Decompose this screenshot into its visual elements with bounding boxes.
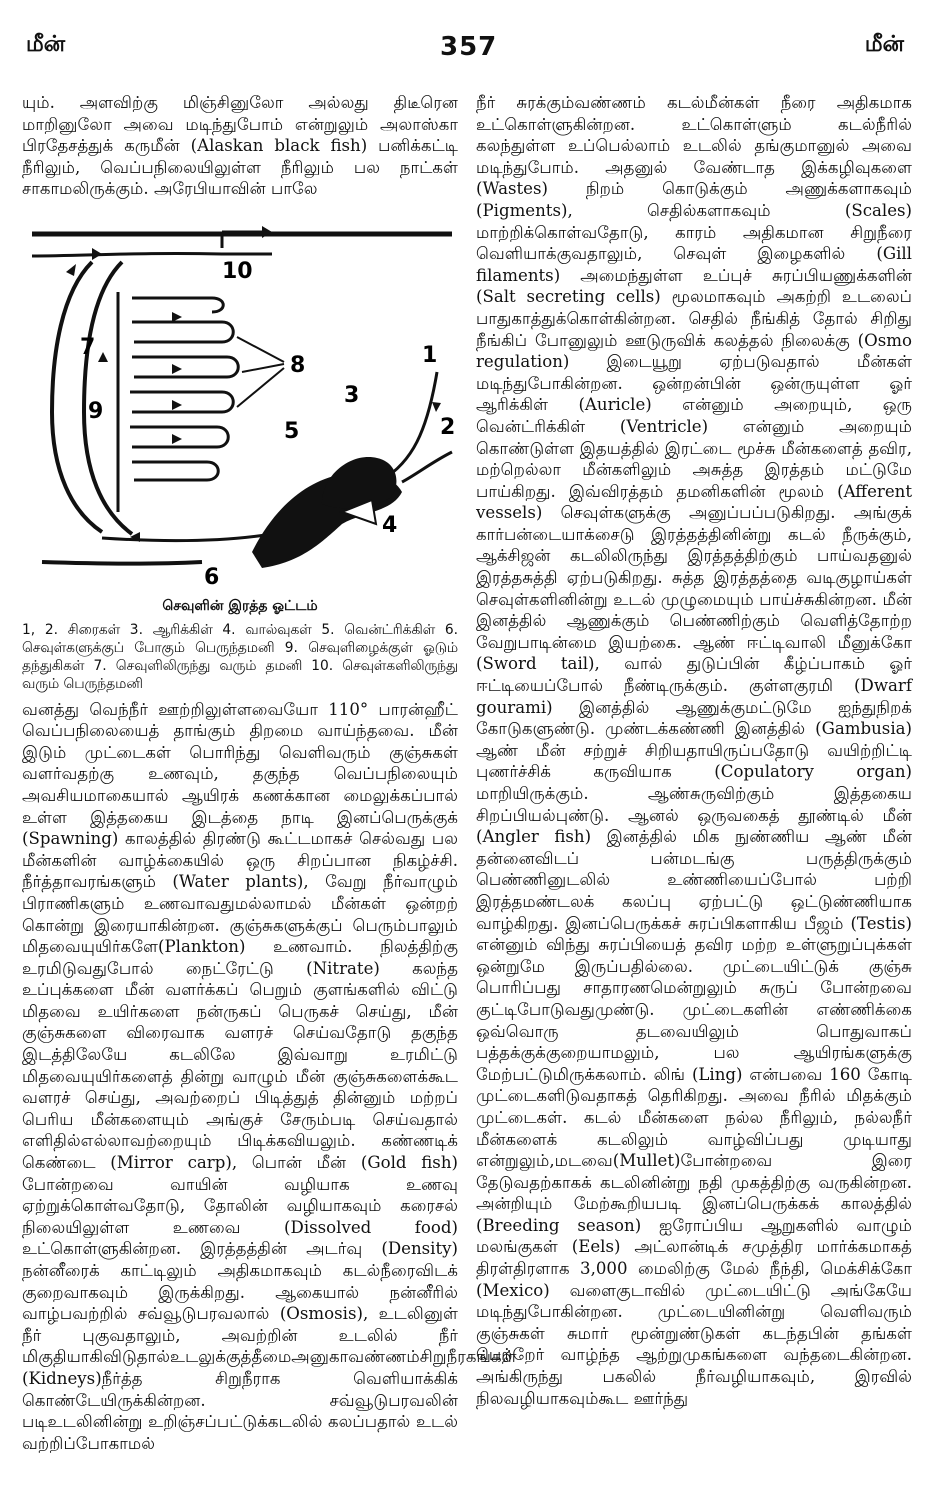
label-3: 3 bbox=[344, 382, 360, 408]
arrow-head bbox=[66, 264, 76, 276]
left-paragraph-bottom: வனத்து வெந்நீர் ஊற்றிலுள்ளவையோ 110° பாரன்ஹீட் வெப்பநிலையைத் தாங்கும் திறமை வாய்ந்தவை. மீன் இடும் முட்டைகள் பொரிந்து வெளிவரும் குஞ்சுகள் வளர்வதற்கு உணவும், தகுந்த வெப்பநிலையும் அவசியமாகையால் ஆயிரக் கணக்கான மைலுக்கப்பால் உள்ள இத்தகைய இடத்தை நாடி இனப்பெருக்குக் (Spawning) காலத்தில் திரண்டு கூட்டமாகச் செல்வது பல மீன்களின் வாழ்க்கையில் ஒரு சிறப்பான நிகழ்ச்சி. நீர்த்தாவரங்களும் (Water plants), வேறு நீர்வாழும் பிராணிகளும் உணவாவதுமல்லாமல் மீன்கள் ஒன்றற் கொன்று இரையாகின்றன. குஞ்சுகளுக்குப் பெரும்பாலும் மிதவையுயிர்களே(Plankton) உணவாம். நிலத்திற்கு உரமிடுவதுபோல் நைட்ரேட்டு (Nitrate) கலந்த உப்புக்களை மீன் வளர்க்கப் பெறும் குளங்களில் விட்டு மிதவை உயிர்களை நன்ருகப் பெருகச் செய்து, மீன் குஞ்சுகளை விரைவாக வளரச் செய்வதோடு தகுந்த இடத்திலேயே கடலிலே இவ்வாறு உரமிட்டு மிதவையுயிர்களைத் தின்று வாழும் மீன் குஞ்சுகளைக்கூட வளரச் செய்து, அவற்றைப் பிடித்துத் தின்னும் மற்றப் பெரிய மீன்களையும் அங்குச் சேரும்படி செய்வதால் எளிதில்எல்லாவற்றையும் பிடிக்கவியலும். கண்ணடிக் கெண்டை (Mirror carp), பொன் மீன் (Gold fish) போன்றவை வாயின் வழியாக உணவு ஏற்றுக்கொள்வதோடு, தோலின் வழியாகவும் கரைசல் நிலையிலுள்ள உணவை (Dissolved food) உட்கொள்ளுகின்றன. இரத்தத்தின் அடர்வு (Density) நன்னீரைக் காட்டிலும் அதிகமாகவும் கடல்நீரைவிடக் குறைவாகவும் இருக்கிறது. ஆகையால் நன்னீரில் வாழ்பவற்றில் சவ்வூடுபரவலால் (Osmosis), உடலினுள் நீர் புகுவதாலும், அவற்றின் உடலில் நீர் மிகுதியாகிவிடுதால்உடலுக்குத்தீமைஅனுகாவண்ணம்சிறுநீரகங்கள் (Kidneys)நீர்த்த சிறுநீராக வெளியாக்கிக் கொண்டேயிருக்கின்றன. சவ்வூடுபரவலின் படிஉடலினின்று உறிஞ்சப்பட்டுக்கடலில் கலப்பதால் உடல் வற்றிப்போகாமல் bbox=[22, 699, 517, 1453]
label-9: 9 bbox=[88, 398, 104, 424]
label-8: 8 bbox=[290, 352, 306, 378]
running-header-left: மீன் bbox=[26, 32, 66, 57]
afferent-artery bbox=[102, 534, 272, 541]
gill-circulation-figure bbox=[22, 212, 458, 594]
label-5: 5 bbox=[284, 418, 300, 444]
ventral-aorta-line bbox=[42, 562, 202, 564]
arrow-head bbox=[172, 434, 182, 444]
gill-arch-inner bbox=[84, 262, 132, 534]
page-number: 357 bbox=[440, 32, 498, 62]
left-paragraph-top: யும். அளவிற்கு மிஞ்சினுலோ அல்லது திடீரென மாறினுலோ அவை மடிந்துபோம் என்றுலும் அலாஸ்கா பிரதேசத்துக் கருமீன் (Alaskan black fish) பனிக்கட்டி நீரிலும், வெப்பநிலையிலுள்ள நீரிலும் பல நாட்கள் சாகாமலிருக்கும். அரேபியாவின் பாலே bbox=[22, 93, 458, 199]
gill-filament-5 bbox=[132, 462, 218, 480]
arrow-head bbox=[432, 402, 441, 412]
left-column bbox=[22, 92, 517, 1454]
gill-filament-0 bbox=[132, 298, 223, 312]
gill-filament-3 bbox=[130, 392, 233, 412]
arrow-head bbox=[98, 352, 108, 362]
figure-legend: 1, 2. சிரைகள் 3. ஆரிக்கிள் 4. வால்வுகள் 5. வென்ட்ரிக்கிள் 6. செவுள்களுக்குப் போகும் பெருந்தமனி 9. செவுளிழைக்குள் ஓடும் தந்துகிகள் 7. செவுளிலிருந்து வரும் தமனி 10. செவுள்களிலிருந்து வரும் பெருந்தமனி bbox=[22, 621, 458, 692]
label-10: 10 bbox=[222, 258, 253, 284]
pointer-8 bbox=[237, 337, 284, 407]
efferent-artery bbox=[32, 253, 272, 256]
label-2: 2 bbox=[440, 414, 456, 440]
gill-arch-outer bbox=[52, 262, 102, 532]
gill-circulation-diagram bbox=[22, 212, 458, 594]
arrow-head bbox=[172, 400, 182, 410]
label-1: 1 bbox=[422, 342, 438, 368]
right-column bbox=[476, 92, 912, 1409]
label-6: 6 bbox=[204, 564, 220, 590]
arrow-head bbox=[172, 364, 182, 374]
gill-filament-2 bbox=[132, 357, 238, 377]
label-4: 4 bbox=[382, 512, 398, 538]
gill-filament-1 bbox=[132, 322, 233, 342]
figure-title: செவுளின் இரத்த ஓட்டம் bbox=[162, 597, 318, 614]
right-paragraph: நீர் சுரக்கும்வண்ணம் கடல்மீன்கள் நீரை அதிகமாக உட்கொள்ளுகின்றன. உட்கொள்ளும் கடல்நீரில் கலந்துள்ள உப்பெல்லாம் உடலில் தங்குமானுல் அவை மடிந்துபோம். அதனுல் வேண்டாத இக்கழிவுகளை (Wastes) நிறம் கொடுக்கும் அணுக்களாகவும் (Pigments), செதில்களாகவும் (Scales) மாற்றிக்கொள்வதோடு, காரம் அதிகமான சிறுநீரை வெளியாக்குவதாலும், செவுள் இழைகளில் (Gill filaments) அமைந்துள்ள உப்புச் சுரப்பியணுக்களின் (Salt secreting cells) மூலமாகவும் அகற்றி உடலைப் பாதுகாத்துக்கொள்கின்றன. செதில் நீங்கித் தோல் சிறிது நீங்கிப் போனுலும் ஊடுருவிக் கலத்தல் நிலைக்கு (Osmo regulation) இடையூறு ஏற்படுவதால் மீன்கள் மடிந்துபோகின்றன. ஒன்றன்பின் ஒன்ருயுள்ள ஓர் ஆரிக்கிள் (Auricle) என்னும் அறையும், ஒரு வென்ட்ரிக்கிள் (Ventricle) என்னும் அறையும் கொண்டுள்ள இதயத்தில் இரட்டை மூச்சு மீன்களைத் தவிர, மற்றெல்லா மீன்களிலும் அசுத்த இரத்தம் மட்டுமே பாய்கிறது. இவ்விரத்தம் தமனிகளின் மூலம் (Afferent vessels) செவுள்களுக்கு அனுப்பப்படுகிறது. அங்குக் கார்பன்டையாக்சைடு இரத்தத்தினின்று கடல் நீருக்கும், ஆக்சிஜன் கடலிலிருந்து இரத்தத்திற்கும் பாய்வதனுல் இரத்தசுத்தி ஏற்படுகிறது. சுத்த இரத்தத்தை வடிகுழாய்கள் செவுள்களினின்று உடல் முழுமையும் பாய்ச்சுகின்றன. மீன் இனத்தில் ஆணுக்கும் பெண்ணிற்கும் வெளித்தோற்ற வேறுபாடின்மை இயற்கை. ஆண் ஈட்டிவாலி மீனுக்கோ (Sword tail), வால் துடுப்பின் கீழ்ப்பாகம் ஓர் ஈட்டியைப்போல் நீண்டிருக்கும். குள்ளகுரமி (Dwarf gourami) இனத்தில் ஆணுக்குமட்டுமே ஐந்துநிறக் கோடுகளுண்டு. முண்டக்கண்ணி இனத்தில் (Gambusia) ஆண் மீன் சற்றுச் சிறியதாயிருப்பதோடு வயிற்றிட்டி புணர்ச்சிக் கருவியாக (Copulatory organ) மாறியிருக்கும். ஆண்சுருவிற்கும் இத்தகைய சிறப்பியல்புண்டு. ஆனல் ஒருவகைத் தூண்டில் மீன் (Angler fish) இனத்தில் மிக நுண்ணிய ஆண் மீன் தன்னைவிடப் பன்மடங்கு பருத்திருக்கும் பெண்ணினுடலில் உண்ணியைப்போல் பற்றி இரத்தமண்டலக் கலப்பு ஏற்பட்டு ஒட்டுண்ணியாக வாழ்கிறது. இனப்பெருக்கச் சுரப்பிகளாகிய பீஜம் (Testis) என்னும் விந்து சுரப்பியைத் தவிர மற்ற உள்ளுறுப்புக்கள் ஒன்றுமே இருப்பதில்லை. முட்டையிட்டுக் குஞ்சு பொரிப்பது சாதாரணமென்றுலும் சுருப் போன்றவை குட்டிபோடுவதுமுண்டு. முட்டைகளின் எண்ணிக்கை ஒவ்வொரு தடவையிலும் பொதுவாகப் பத்தக்குக்குறையாமலும், பல ஆயிரங்களுக்கு மேற்பட்டுமிருக்கலாம். லிங் (Ling) என்பவை 160 கோடி முட்டைகளிடுவதாகத் தெரிகிறது. அவை நீரில் மிதக்கும் முட்டைகள். கடல் மீன்களை நல்ல நீரிலும், நல்லநீர் மீன்களைக் கடலிலும் வாழ்விப்பது முடியாது என்றுலும்,மடவை(Mullet)போன்றவை இரை தேடுவதற்காகக் கடலினின்று நதி முகத்திற்கு வருகின்றன. அன்றியும் மேற்கூறியபடி இனப்பெருக்கக் காலத்தில் (Breeding season) ஐரோப்பிய ஆறுகளில் வாழும் மலங்குகள் (Eels) அட்லான்டிக் சமுத்திர மார்க்கமாகத் திரள்திரளாக 3,000 மைலிற்கு மேல் நீந்தி, மெக்சிக்கோ (Mexico) வளைகுடாவில் முட்டையிட்டு அங்கேயே மடிந்துபோகின்றன. முட்டையினின்று வெளிவரும் குஞ்சுகள் சுமார் மூன்றுண்டுகள் கடந்தபின் தங்கள் பெற்றேர் வாழ்ந்த ஆற்றுமுகங்களை வந்தடைகின்றன. அங்கிருந்து பகலில் நீர்வழியாகவும், இரவில் நிலவழியாகவும்கூட ஊர்ந்து bbox=[476, 93, 912, 1408]
label-7: 7 bbox=[80, 334, 96, 360]
arrow-head bbox=[92, 248, 102, 260]
running-header-right: மீன் bbox=[864, 32, 904, 57]
gill-filament-4 bbox=[130, 427, 228, 447]
